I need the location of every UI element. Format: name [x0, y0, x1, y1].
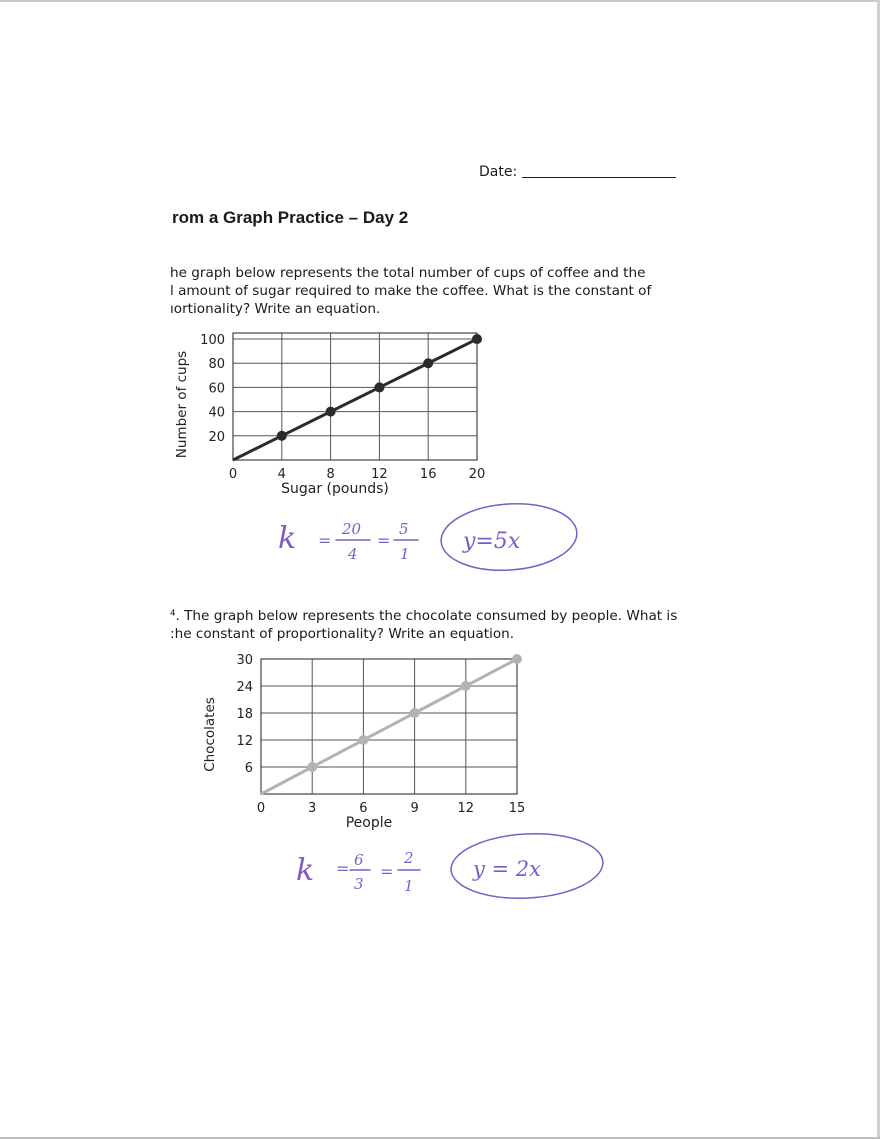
q3-numerator-1: 20	[342, 520, 362, 538]
question-4-line-2: :he constant of proportionality? Write an equation.	[170, 626, 515, 642]
worksheet-title: rom a Graph Practice – Day 2	[172, 208, 409, 227]
q3-k-symbol: k	[278, 521, 297, 556]
chart1-y-axis-label: Number of cups	[174, 350, 190, 459]
q3-denominator-2: 1	[400, 545, 410, 563]
question-4-line-1: ⁴. The graph below represents the chocolate consumed by people. What is	[170, 608, 678, 624]
q3-denominator-1: 4	[348, 545, 358, 563]
chart2-y-tick-label: 6	[244, 761, 253, 776]
chart1-x-tick-label: 8	[326, 467, 335, 482]
q4-equals-1: =	[336, 859, 350, 878]
chart2-y-tick-label: 18	[236, 707, 253, 722]
q4-equation: y = 2x	[473, 857, 542, 881]
q3-equals-1: =	[318, 531, 332, 550]
chart1-x-tick-label: 12	[371, 467, 388, 482]
chart1-y-tick-label: 60	[208, 381, 225, 397]
chart1-x-tick-label: 4	[277, 467, 286, 482]
q4-k-symbol: k	[296, 853, 315, 888]
chart2-y-axis-label: Chocolates	[202, 697, 218, 772]
chart2-x-tick-label: 9	[410, 801, 419, 816]
q4-numerator-1: 6	[354, 851, 364, 869]
q4-equals-2: =	[380, 862, 394, 881]
chart1-x-tick-label: 0	[228, 467, 238, 482]
chart2-x-tick-label: 12	[457, 801, 475, 816]
q4-numerator-2: 2	[404, 849, 414, 867]
q4-denominator-2: 1	[404, 877, 414, 895]
chart2-x-tick-label: 3	[308, 801, 317, 816]
chart2-y-tick-label: 30	[236, 653, 253, 668]
date-label: Date:	[479, 164, 518, 180]
chart1-y-tick-label: 40	[208, 405, 225, 421]
chart1-y-tick-label: 100	[200, 333, 225, 349]
chart2-y-tick-label: 12	[236, 734, 253, 749]
chart2-x-axis-label: People	[345, 815, 393, 831]
chart2-x-tick-label: 0	[256, 801, 266, 816]
chart1-x-tick-label: 20	[468, 467, 486, 482]
q3-equals-2: =	[377, 531, 391, 550]
q3-equation: y=5x	[463, 529, 521, 554]
question-3-line-3: ıortionality? Write an equation.	[170, 301, 381, 317]
question-3-line-1: he graph below represents the total number of cups of coffee and the	[170, 265, 646, 281]
question-3-line-2: l amount of sugar required to make the coffee. What is the constant of	[170, 283, 652, 299]
chart1-y-tick-label: 20	[208, 429, 225, 445]
q3-numerator-2: 5	[399, 520, 409, 538]
chart2-x-tick-label: 15	[508, 801, 526, 816]
chart1-x-tick-label: 16	[419, 467, 437, 482]
chart1-x-axis-label: Sugar (pounds)	[281, 481, 389, 497]
q4-denominator-1: 3	[354, 875, 364, 893]
chart2-x-tick-label: 6	[359, 801, 368, 816]
chart2-y-tick-label: 24	[236, 680, 253, 695]
chart1-y-tick-label: 80	[208, 357, 225, 373]
